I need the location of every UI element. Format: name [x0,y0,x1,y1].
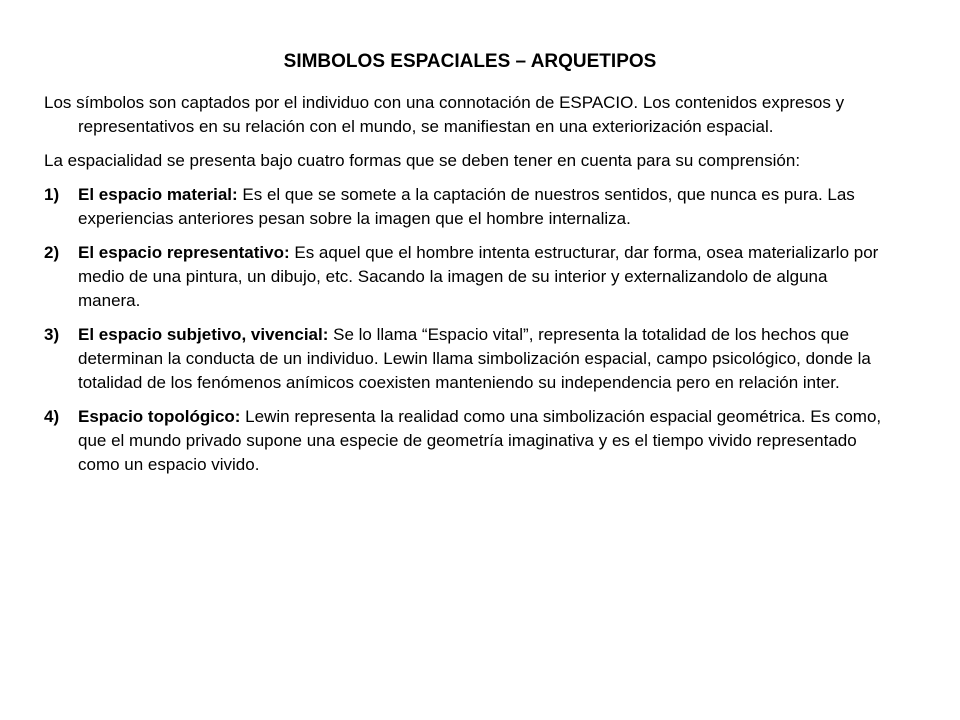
list-item-number: 1) [44,185,60,204]
list-item-body [78,241,894,313]
list-item-subjective-space [44,323,894,395]
list-item-term: El espacio subjetivo, vivencial: [78,325,329,344]
list-item-number: 3) [44,325,60,344]
slide-body [44,91,894,487]
list-item-term: Espacio topológico: [78,407,241,426]
list-item-body [78,323,894,395]
intro-paragraph: Los símbolos son captados por el individuo con una connotación de ESPACIO. Los contenidos expresos y representativos en su relación con el mundo, se manifiestan en una exteriorización espacial. [44,93,845,136]
forms-paragraph: La espacialidad se presenta bajo cuatro formas que se deben tener en cuenta para su comprensión: [44,151,801,170]
list-item-number: 4) [44,407,60,426]
list-item-topological-space [44,405,894,477]
list-item-description: Lewin representa la realidad como una simbolización espacial geométrica. Es como, que el mundo privado supone una especie de geometría imaginativa y es el tiempo vivido representado como un espacio vivido. [78,407,882,474]
list-item-description: Se lo llama “Espacio vital”, representa la totalidad de los hechos que determinan la conducta de un individuo. Lewin llama simbolización espacial, campo psicológico, donde la totalidad de los fenómenos anímicos coexisten manteniendo su independencia pero en relación inter. [78,325,871,392]
list-item-term: El espacio representativo: [78,243,290,262]
page-title: SIMBOLOS ESPACIALES – ARQUETIPOS [283,51,657,72]
list-item-representative-space [44,241,894,313]
list-item-term: El espacio material: [78,185,238,204]
list-item-body [78,405,894,477]
list-item-material-space [44,183,894,231]
list-item-body [78,183,894,231]
list-item-number: 2) [44,243,60,262]
list-item-description: Es el que se somete a la captación de nuestros sentidos, que nunca es pura. Las experiencias anteriores pesan sobre la imagen que el hombre internaliza. [78,185,855,228]
list-item-description: Es aquel que el hombre intenta estructurar, dar forma, osea materializarlo por medio de una pintura, un dibujo, etc. Sacando la imagen de su interior y externalizandolo de alguna manera. [78,243,879,310]
